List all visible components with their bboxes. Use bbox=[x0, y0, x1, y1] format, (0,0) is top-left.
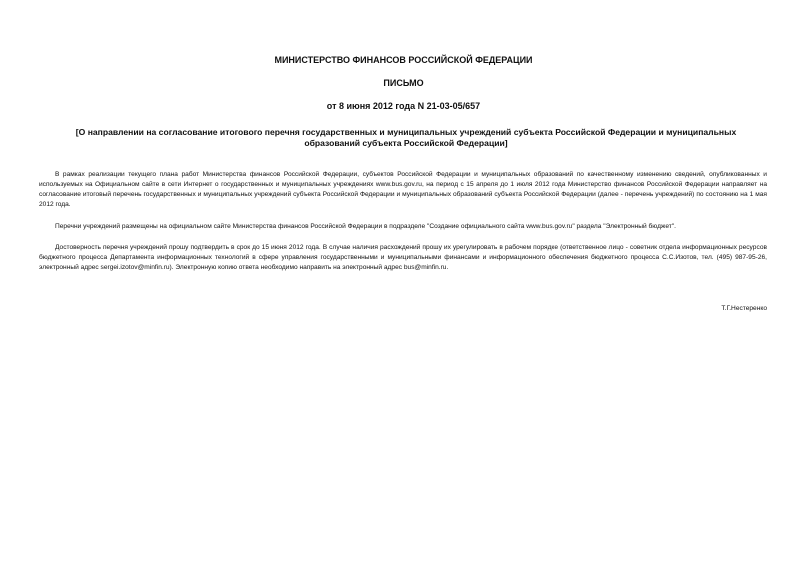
ministry-name: МИНИСТЕРСТВО ФИНАНСОВ РОССИЙСКОЙ ФЕДЕРАЦИИ bbox=[274, 55, 533, 65]
body-paragraph-2: Перечни учреждений размещены на официальном сайте Министерства финансов Российской Федерации в подразделе "Создание официального сайта www.bus.gov.ru" раздела "Электронный бюджет". bbox=[55, 223, 676, 230]
document-date-number: от 8 июня 2012 года N 21-03-05/657 bbox=[326, 101, 481, 111]
signature-name: Т.Г.Нестеренко bbox=[721, 305, 767, 312]
body-paragraph-1: В рамках реализации текущего плана работ Министерства финансов Российской Федерации, субъектов Российской Федерации и муниципальных образований по качественному изменению сведений, опубликованных и используемых на Официальном сайте в сети Интернет о государственных и муниципальных учреждениях www.bus.gov.ru, на период с 15 апреля до 1 июля 2012 года Министерство финансов Российской Федерации направляет на согласование итоговый перечень государственных и муниципальных учреждений субъекта Российской Федерации и муниципальных образований субъекта Российской Федерации (далее - перечень учреждений) по состоянию на 1 мая 2012 года. bbox=[39, 171, 767, 208]
document-type: ПИСЬМО bbox=[383, 78, 424, 88]
document-title: [О направлении на согласование итогового перечня государственных и муниципальных учреждений субъекта Российской Федерации и муниципальных образований субъекта Российской Федерации] bbox=[75, 127, 737, 148]
body-paragraph-3: Достоверность перечня учреждений прошу подтвердить в срок до 15 июня 2012 года. В случае наличия расхождений прошу их урегулировать в рабочем порядке (ответственное лицо - советник отдела информационных ресурсов бюджетного процесса Департамента информационных технологий в сфере управления государственными и муниципальными финансами и информационного обеспечения бюджетного процесса С.С.Изотов, тел. (495) 987-95-26, электронный адрес sergei.izotov@minfin.ru). Электронную копию ответа необходимо направить на электронный адрес bus@minfin.ru. bbox=[39, 244, 767, 271]
